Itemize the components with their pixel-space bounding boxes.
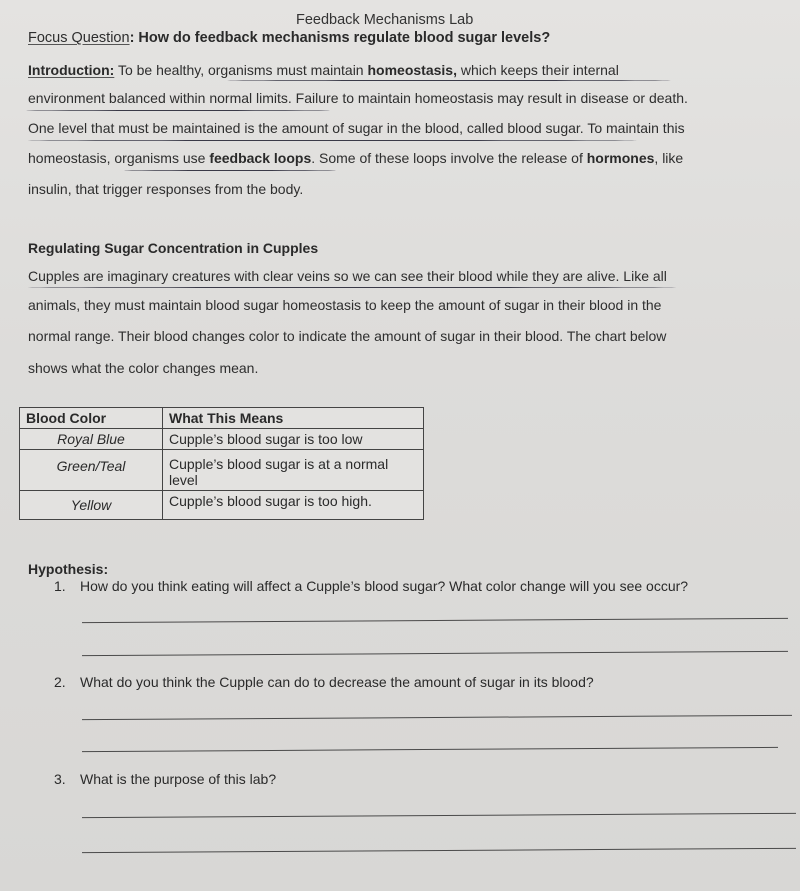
pen-underline xyxy=(26,287,678,288)
answer-line-1a[interactable] xyxy=(82,618,788,623)
intro-line-5: insulin, that trigger responses from the body. xyxy=(28,181,304,197)
intro-text: , like xyxy=(654,150,684,166)
focus-question-text: How do feedback mechanisms regulate blood sugar levels? xyxy=(138,30,551,46)
table-row xyxy=(20,491,424,520)
hypothesis-heading: Hypothesis: xyxy=(28,561,109,577)
intro-text: . Some of these loops involve the release of xyxy=(311,150,587,166)
table-cell-color: Green/Teal xyxy=(20,450,163,491)
intro-label: Introduction: xyxy=(28,62,115,78)
question-1 xyxy=(54,578,688,594)
answer-line-3b[interactable] xyxy=(82,848,796,853)
focus-question: Focus Question: How do feedback mechanisms regulate blood sugar levels? xyxy=(28,30,551,46)
intro-text: homeostasis, organisms use xyxy=(28,150,210,166)
intro-bold-homeostasis: homeostasis, xyxy=(367,62,457,78)
page-title: Feedback Mechanisms Lab xyxy=(296,12,474,28)
answer-line-1b[interactable] xyxy=(82,651,788,656)
answer-line-2a[interactable] xyxy=(82,715,792,720)
table-cell-meaning: Cupple’s blood sugar is too low xyxy=(163,429,424,450)
table-cell-color: Yellow xyxy=(20,491,163,520)
intro-text: environment balanced within normal limits. xyxy=(28,90,292,106)
question-text: How do you think eating will affect a Cupple’s blood sugar? What color change will you see occur? xyxy=(80,578,689,594)
pen-underline xyxy=(26,110,330,111)
answer-line-3a[interactable] xyxy=(82,813,796,818)
pen-underline xyxy=(226,80,672,81)
intro-text: To be healthy, organisms must maintain xyxy=(117,62,368,78)
question-2 xyxy=(54,674,594,690)
blood-color-table xyxy=(19,407,424,520)
intro-text: which keeps their internal xyxy=(456,62,619,78)
question-number: 1. xyxy=(54,578,66,594)
table-row xyxy=(20,429,424,450)
intro-bold-feedback-loops: feedback loops xyxy=(209,150,312,166)
intro-line-3: One level that must be maintained is the amount of sugar in the blood, called blood sugar. To maintain this xyxy=(28,120,685,136)
question-number: 3. xyxy=(54,771,66,787)
question-3 xyxy=(54,771,276,787)
focus-question-label: Focus Question xyxy=(28,30,130,46)
regulating-line-4: shows what the color changes mean. xyxy=(28,360,259,376)
table-row xyxy=(20,450,424,491)
table-header: What This Means xyxy=(163,408,424,429)
table-cell-meaning: Cupple’s blood sugar is too high. xyxy=(163,491,424,520)
regulating-line-1: Cupples are imaginary creatures with clear veins so we can see their blood while they are alive. Like all xyxy=(28,268,667,284)
section-heading: Regulating Sugar Concentration in Cupples xyxy=(28,240,319,256)
pen-underline xyxy=(124,170,336,171)
pen-underline xyxy=(26,140,638,141)
regulating-line-3: normal range. Their blood changes color to indicate the amount of sugar in their blood. The chart below xyxy=(28,328,667,344)
intro-text: Failure to maintain homeostasis may result in disease or death. xyxy=(291,90,688,106)
question-text: What is the purpose of this lab? xyxy=(80,771,277,787)
question-number: 2. xyxy=(54,674,66,690)
answer-line-2b[interactable] xyxy=(82,747,778,752)
intro-bold-hormones: hormones xyxy=(586,150,655,166)
question-text: What do you think the Cupple can do to decrease the amount of sugar in its blood? xyxy=(80,674,594,690)
table-cell-meaning: Cupple’s blood sugar is at a normal level xyxy=(163,450,424,491)
table-header: Blood Color xyxy=(20,408,163,429)
table-header-row xyxy=(20,408,424,429)
table-cell-color: Royal Blue xyxy=(20,429,163,450)
intro-line-1 xyxy=(28,62,619,78)
intro-line-4 xyxy=(28,150,683,166)
regulating-line-2: animals, they must maintain blood sugar homeostasis to keep the amount of sugar in their blood in the xyxy=(28,297,662,313)
intro-line-2 xyxy=(28,90,688,106)
